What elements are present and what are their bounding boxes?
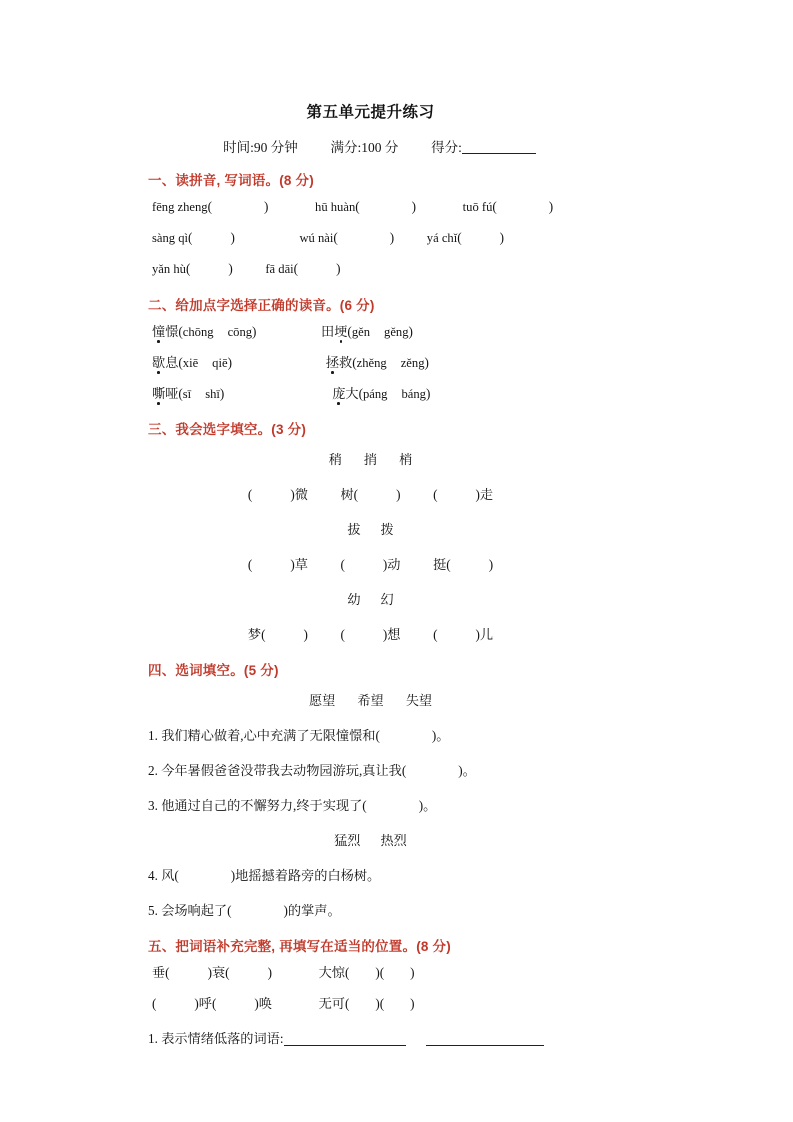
paren-close: ) — [264, 199, 269, 214]
idiom-part: 垂( — [152, 965, 170, 981]
question-number: 4. — [148, 868, 158, 884]
char-bank-1 — [148, 449, 593, 468]
bank-word: 猛烈 — [334, 833, 361, 849]
question-number: 3. — [148, 798, 158, 814]
question-text: 他通过自己的不懈努力,终于实现了( — [161, 798, 367, 814]
fill-pre: ( — [247, 487, 253, 503]
idiom-part: ) — [410, 996, 415, 1012]
char-fill-row-3 — [148, 624, 593, 643]
idiom-part: )( — [375, 965, 385, 981]
paren-open: ( — [358, 386, 363, 402]
pron-option-a[interactable]: xiē — [182, 355, 199, 370]
question-tail: )的掌声。 — [283, 903, 341, 919]
word-char: 救 — [339, 354, 353, 370]
pinyin-row-1 — [148, 200, 593, 214]
section-heading-1: 一、读拼音, 写词语。(8 分) — [148, 173, 314, 188]
paren-open: ( — [333, 230, 338, 246]
pronunciation-row-3 — [148, 387, 593, 401]
fill-pre: ( — [433, 487, 438, 503]
pinyin-word: hū huàn — [315, 200, 356, 214]
bank-char: 拔 — [347, 522, 361, 538]
question-number: 2. — [148, 763, 158, 779]
paren-open: ( — [178, 354, 183, 370]
fill-post: ) — [303, 627, 308, 643]
dotted-char: 嘶 — [152, 386, 166, 402]
paren-open: ( — [352, 354, 357, 370]
bank-char: 捎 — [363, 452, 378, 468]
pron-option-a[interactable]: chōng — [182, 324, 214, 339]
fill-pre: 挺( — [433, 557, 451, 573]
paren-open: ( — [178, 386, 183, 402]
pron-option-b[interactable]: gěng — [384, 324, 409, 339]
paren-close: ) — [389, 230, 395, 246]
bank-char: 幼 — [347, 592, 361, 608]
fill-post: ) — [488, 557, 494, 573]
fill-post: )微 — [290, 487, 308, 503]
paren-close: ) — [411, 199, 417, 214]
fill-pre: ( — [247, 557, 253, 573]
fill-pre: 树( — [340, 487, 359, 503]
pron-option-a[interactable]: zhěng — [356, 355, 387, 370]
question-text: 风( — [161, 868, 179, 884]
paren-close: ) — [230, 230, 235, 246]
paren-open: ( — [457, 230, 462, 246]
question-3 — [148, 795, 593, 814]
word-char: 田 — [321, 323, 335, 339]
idiom-part: 无可( — [318, 996, 350, 1012]
pron-option-a[interactable]: páng — [362, 387, 388, 402]
section-heading-2: 二、给加点字选择正确的读音。(6 分) — [148, 297, 375, 313]
char-bank-2 — [148, 519, 593, 538]
bank-word: 失望 — [405, 693, 433, 709]
dotted-char: 庞 — [332, 386, 346, 402]
answer-line-1[interactable] — [284, 1045, 406, 1046]
pron-option-b[interactable]: zěng — [400, 355, 425, 370]
question-tail: )。 — [431, 728, 450, 744]
section5-question-1 — [148, 1028, 593, 1047]
paren-close: ) — [252, 323, 257, 339]
paren-open: ( — [355, 199, 360, 214]
dotted-char: 埂 — [334, 323, 348, 339]
section-heading-3: 三、我会选字填空。(3 分) — [148, 422, 307, 438]
fill-pre: ( — [433, 627, 438, 643]
question-1 — [148, 725, 593, 744]
pinyin-word: wú nài — [299, 231, 334, 246]
paren-close: ) — [228, 261, 233, 277]
pron-option-b[interactable]: shī — [205, 387, 220, 402]
question-text: 会场响起了( — [161, 903, 232, 919]
dotted-char: 拯 — [325, 354, 340, 370]
bank-char: 拨 — [380, 522, 394, 538]
pinyin-word: yǎn hù — [152, 262, 186, 277]
char-fill-row-2 — [148, 554, 593, 573]
word-char: 哑 — [165, 386, 179, 402]
fill-pre: ( — [340, 627, 345, 643]
fill-post: )走 — [475, 487, 494, 503]
paren-close: ) — [227, 354, 232, 370]
pinyin-row-3 — [148, 262, 593, 276]
paren-close: ) — [548, 199, 554, 214]
pinyin-word: sàng qì — [152, 231, 189, 246]
bank-char: 梢 — [399, 452, 413, 468]
question-number: 1. — [148, 1031, 158, 1047]
fill-post: )儿 — [475, 627, 494, 643]
question-4 — [148, 865, 593, 884]
paren-open: ( — [492, 199, 497, 214]
paren-close: ) — [336, 261, 341, 277]
idiom-part: )唤 — [254, 996, 272, 1012]
question-number: 5. — [148, 903, 158, 919]
exam-score-label: 得分: — [431, 140, 462, 155]
question-text: 我们精心做着,心中充满了无限憧憬和( — [161, 728, 380, 744]
fill-post: )草 — [290, 557, 308, 573]
idiom-part: ) — [410, 965, 415, 981]
dotted-char: 歇 — [152, 354, 166, 370]
char-bank-3 — [148, 589, 593, 608]
question-tail: )。 — [418, 798, 437, 814]
question-tail: )地摇撼着路旁的白杨树。 — [230, 868, 381, 884]
paren-close: ) — [425, 386, 431, 402]
question-number: 1. — [148, 728, 158, 744]
pron-option-b[interactable]: báng — [401, 387, 426, 402]
page-title: 第五单元提升练习 — [306, 104, 435, 121]
paren-open: ( — [178, 323, 183, 339]
fill-post: ) — [396, 487, 401, 503]
paren-close: ) — [408, 323, 413, 339]
pron-option-a[interactable]: sī — [182, 387, 192, 402]
fill-post: )动 — [382, 557, 401, 573]
idiom-part: )( — [375, 996, 385, 1012]
word-char: 憬 — [165, 323, 179, 339]
word-char: 大 — [345, 386, 359, 402]
section-heading-4: 四、选词填空。(5 分) — [148, 663, 279, 679]
paren-open: ( — [207, 199, 213, 214]
exam-total-score: 满分:100 分 — [330, 140, 399, 155]
score-blank-line[interactable] — [462, 153, 536, 154]
paren-close: ) — [219, 386, 225, 402]
question-text: 表示情绪低落的词语: — [161, 1031, 284, 1047]
pinyin-word: tuō fú — [462, 200, 493, 214]
paren-open: ( — [293, 261, 299, 277]
section-heading-5: 五、把词语补充完整, 再填写在适当的位置。(8 分) — [148, 939, 451, 955]
paren-close: ) — [499, 230, 505, 246]
question-5 — [148, 900, 593, 919]
fill-post: )想 — [382, 627, 401, 643]
pinyin-word: yá chǐ — [426, 231, 458, 246]
paren-open: ( — [188, 230, 193, 246]
pron-option-b[interactable]: qiē — [212, 355, 228, 370]
exam-meta — [148, 136, 593, 156]
fill-pre: ( — [340, 557, 345, 573]
pronunciation-row-1 — [148, 325, 593, 339]
pronunciation-row-2 — [148, 356, 593, 370]
pinyin-row-2 — [148, 231, 593, 245]
bank-char: 幻 — [380, 592, 394, 608]
question-2 — [148, 760, 593, 779]
word-bank-1 — [148, 690, 593, 709]
bank-word: 希望 — [357, 693, 384, 709]
answer-line-2[interactable] — [426, 1045, 544, 1046]
question-text: 今年暑假爸爸没带我去动物园游玩,真让我( — [161, 763, 407, 779]
char-fill-row-1 — [148, 484, 593, 503]
idiom-part: )呼( — [194, 996, 217, 1012]
paren-close: ) — [424, 354, 429, 370]
exam-content — [148, 100, 593, 1063]
fill-pre: 梦( — [247, 627, 266, 643]
bank-word: 热烈 — [380, 833, 407, 849]
dotted-char: 憧 — [152, 323, 166, 339]
question-tail: )。 — [458, 763, 476, 779]
pron-option-b[interactable]: cōng — [227, 324, 253, 339]
idiom-row-1 — [148, 966, 593, 980]
bank-char: 稍 — [328, 452, 342, 468]
idiom-part: ( — [152, 996, 157, 1012]
idiom-part: )衰( — [207, 965, 230, 981]
idiom-row-2 — [148, 997, 593, 1011]
pron-option-a[interactable]: gěn — [351, 324, 371, 339]
pinyin-word: fā dāi — [265, 262, 294, 277]
bank-word: 愿望 — [308, 693, 336, 709]
word-char: 息 — [165, 354, 179, 370]
word-bank-2 — [148, 830, 593, 849]
pinyin-word: fēng zheng — [152, 200, 208, 214]
exam-time: 时间:90 分钟 — [223, 140, 298, 155]
idiom-part: 大惊( — [318, 965, 350, 981]
idiom-part: ) — [267, 965, 272, 981]
paren-open: ( — [185, 261, 191, 277]
paren-open: ( — [347, 323, 352, 339]
